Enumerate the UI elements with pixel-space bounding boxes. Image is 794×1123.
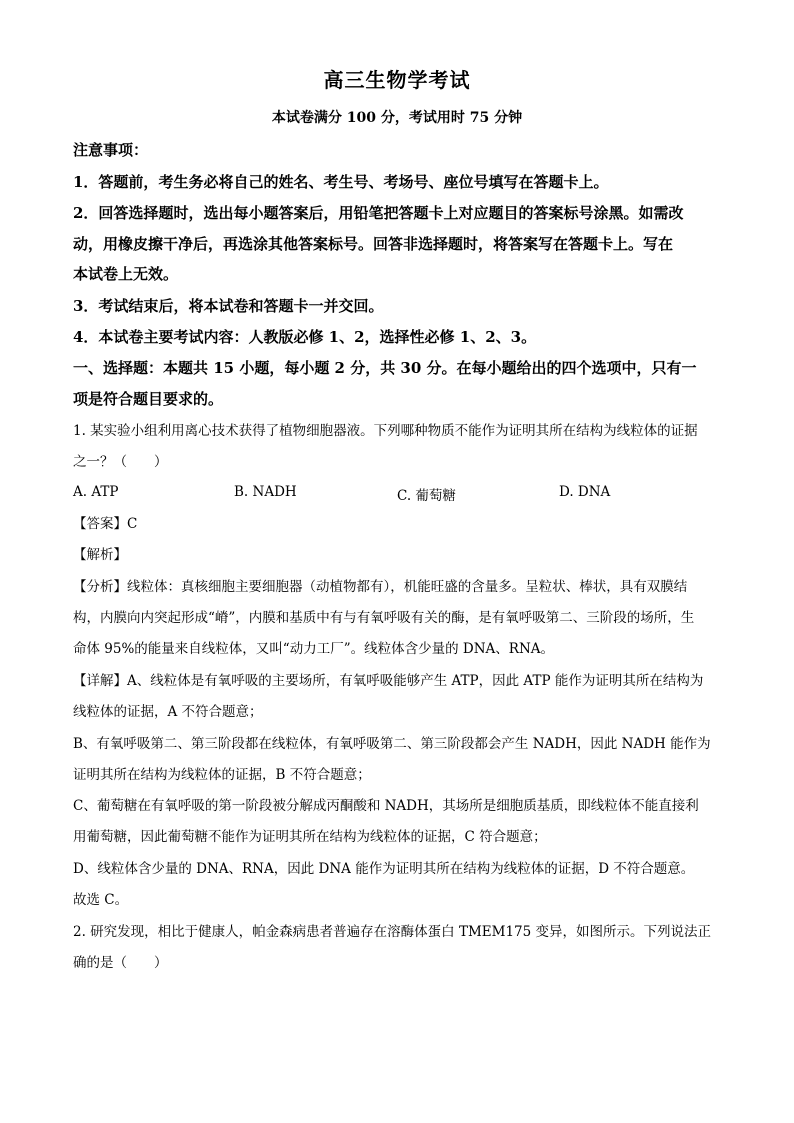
q1-analysis-line-1: 【分析】线粒体：真核细胞主要细胞器（动植物都有），机能旺盛的含量多。呈粒状、棒状，具有双膜结 [73, 579, 688, 595]
q1-stem-line-2: 之一？（ ） [73, 454, 168, 470]
q1-detail-line-6: 用葡萄糖，因此葡萄糖不能作为证明其所在结构为线粒体的证据，C 符合题意； [73, 829, 547, 845]
q1-conclusion: 故选 C。 [73, 892, 129, 908]
q1-detail-line-2: 线粒体的证据，A 不符合题意； [73, 704, 263, 720]
q1-answer: 【答案】C [73, 516, 138, 532]
note-item-3: 3．考试结束后，将本试卷和答题卡一并交回。 [73, 297, 384, 315]
q1-stem-line-1: 1. 某实验小组利用离心技术获得了植物细胞器液。下列哪种物质不能作为证明其所在结构为线粒体的证据 [73, 423, 698, 439]
note-item-4: 4．本试卷主要考试内容：人教版必修 1、2，选择性必修 1、2、3。 [73, 328, 537, 346]
q1-option-b: B. NADH [234, 484, 297, 500]
exam-subtitle: 本试卷满分 100 分，考试用时 75 分钟 [271, 110, 523, 126]
q1-option-a: A. ATP [73, 484, 119, 500]
q1-detail-line-3: B、有氧呼吸第二、第三阶段都在线粒体，有氧呼吸第二、第三阶段都会产生 NADH，因此 NADH 能作为 [73, 736, 711, 752]
q2-stem-line-2: 确的是（ ） [73, 955, 168, 971]
q1-analysis-line-3: 命体 95%的能量来自线粒体，又叫“动力工厂”。线粒体含少量的 DNA、RNA。 [73, 641, 555, 657]
q1-detail-line-1: 【详解】A、线粒体是有氧呼吸的主要场所，有氧呼吸能够产生 ATP，因此 ATP 能作为证明其所在结构为 [73, 673, 704, 689]
note-item-2-line-1: 2．回答选择题时，选出每小题答案后，用铅笔把答题卡上对应题目的答案标号涂黑。如需改 [73, 204, 684, 222]
q1-detail-line-4: 证明其所在结构为线粒体的证据，B 不符合题意； [73, 767, 371, 783]
page-title: 高三生物学考试 [323, 68, 471, 92]
note-item-2-line-3: 本试卷上无效。 [73, 265, 179, 283]
q2-stem-line-1: 2. 研究发现，相比于健康人，帕金森病患者普遍存在溶酶体蛋白 TMEM175 变异，如图所示。下列说法正 [73, 924, 712, 940]
q1-analysis-line-2: 构，内膜向内突起形成“嵴”，内膜和基质中有与有氧呼吸有关的酶，是有氧呼吸第二、三阶段的场所，生 [73, 610, 695, 626]
q1-option-d: D. DNA [559, 484, 611, 500]
q1-detail-line-5: C、葡萄糖在有氧呼吸的第一阶段被分解成丙酮酸和 NADH，其场所是细胞质基质，即线粒体不能直接利 [73, 798, 699, 814]
q1-analysis-heading: 【解析】 [73, 547, 127, 563]
section-heading-line-2: 项是符合题目要求的。 [73, 390, 224, 408]
note-item-1: 1．答题前，考生务必将自己的姓名、考生号、考场号、座位号填写在答题卡上。 [73, 173, 609, 191]
q1-detail-line-7: D、线粒体含少量的 DNA、RNA，因此 DNA 能作为证明其所在结构为线粒体的证据，D 不符合题意。 [73, 861, 695, 877]
section-heading-line-1: 一、选择题：本题共 15 小题，每小题 2 分，共 30 分。在每小题给出的四个选项中，只有一 [73, 359, 697, 377]
notes-heading: 注意事项： [73, 141, 149, 159]
q1-option-c: C. 葡萄糖 [397, 488, 456, 504]
note-item-2-line-2: 动，用橡皮擦干净后，再选涂其他答案标号。回答非选择题时，将答案写在答题卡上。写在 [73, 235, 674, 253]
